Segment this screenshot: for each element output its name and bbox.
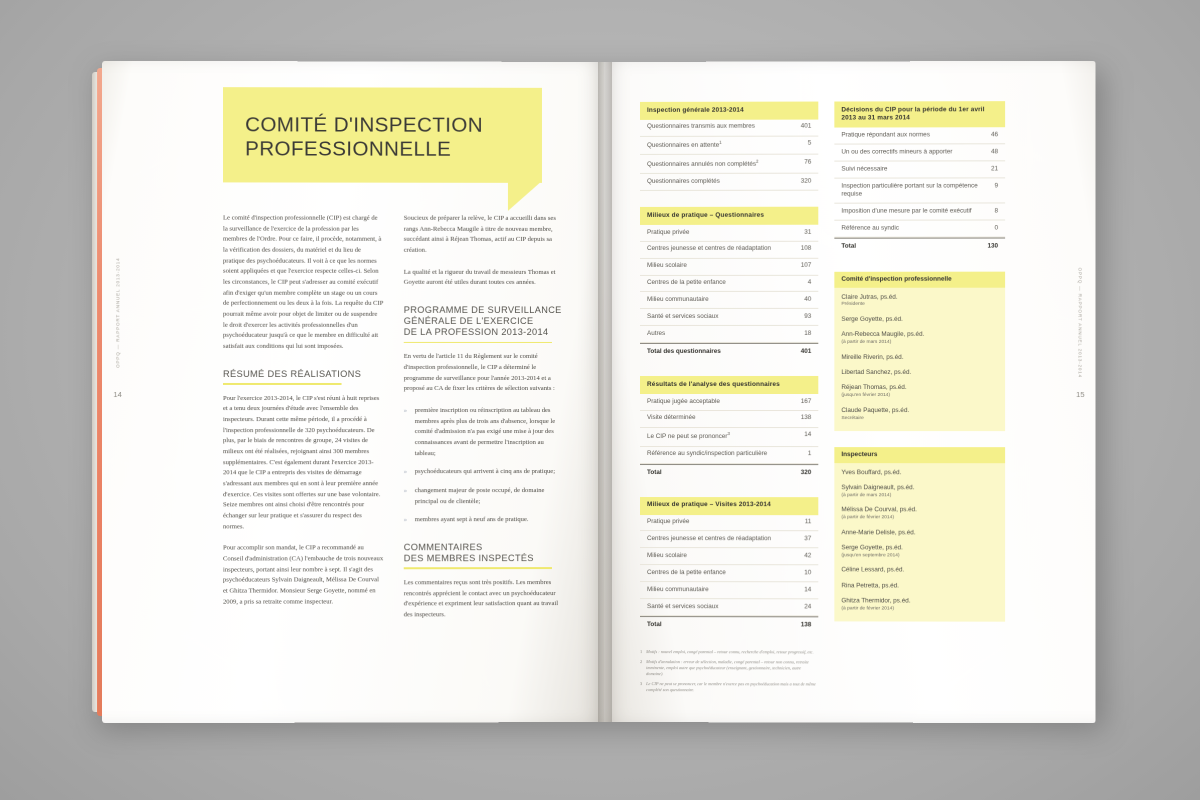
member-role: (à partir de mars 2014) [841,340,892,346]
list-item [841,331,998,347]
member-name: Claire Jutras, ps.éd. [841,293,898,301]
left-page [102,61,604,723]
total-label: Total [647,468,662,476]
row-value: 46 [991,131,999,139]
inspector-name: Ghitza Thermidor, ps.éd. [841,597,911,605]
member-name: Serge Goyette, ps.éd. [841,315,903,323]
member-name: Libertad Sanchez, ps.éd. [841,368,912,376]
table-row [640,275,818,292]
section-title-programme [404,305,564,339]
inspector-name: Céline Lessard, ps.éd. [841,566,905,574]
panel-inspecteurs [834,447,1005,622]
row-value: 42 [804,552,812,560]
row-value: 40 [804,295,812,303]
footnote-number: 2 [640,658,643,664]
row-value: 8 [994,207,999,215]
table-row [640,119,818,136]
total-value: 320 [800,468,812,476]
row-label: Autres [647,329,666,337]
page-spread [104,62,1094,722]
table-row [640,565,818,582]
commentaires-title-line-2: DES MEMBRES INSPECTÉS [403,553,534,564]
list-item: » membres ayant sept à neuf ans de pratique. [404,515,564,526]
row-label: Pratique privée [647,228,690,236]
resume-paragraph-1: Pour l'exercice 2013-2014, le CIP s'est réuni à huit reprises et a tenu deux journées d'étude avec l'ensemble des inspecteurs. Durant cette même période, il a procédé à l'inspection professionnelle de 320 psychoéducateurs. De plus, par le biais de rencontres de groupe, 24 visites de milieux ont été réalisées, rejoignant ainsi 300 membres supplémentaires. C'est également durant l'exercice 2013-2014 que le CIP a entrepris des visites de démarrage s'adressant aux membres qui en sont à leur première année d'exercice. Ces visites sont offertes sur une base volontaire. Seize membres ont ainsi choisi d'être rencontrés pour échanger sur leur pratique et s'assurer du respect des normes. [223,394,381,530]
programme-title-line-2: GÉNÉRALE DE L'EXERCICE [403,316,534,327]
member-name: Mireille Riverin, ps.éd. [841,353,904,361]
row-value: 0 [994,224,999,232]
list-item [841,353,998,362]
row-label: Centres de la petite enfance [647,279,726,287]
section-rule-programme [404,342,552,344]
row-value: 1 [807,450,812,458]
row-label: Référence au syndic/inspection particulière [647,450,768,458]
table-row [640,155,818,174]
table-row [640,394,818,411]
table-decisions-cip [834,101,1005,255]
inspector-name: Serge Goyette, ps.éd. [841,544,903,552]
member-name: Ann-Rebecca Maugile, ps.éd. [841,331,925,339]
row-value: 48 [991,148,999,156]
row-label: Milieu communautaire [647,295,709,304]
row-value: 37 [804,535,812,543]
row-label: Référence au syndic [841,224,899,232]
list-item [841,369,998,378]
table-total-row [834,238,1005,256]
member-role: Présidente [841,302,865,308]
member-name: Réjean Thomas, ps.éd. [841,384,907,392]
table-row [640,242,818,259]
list-item: » première inscription ou réinscription au tableau des membres après plus de trois ans d'absence, lorsque le comité d'admission n'a pas exigé une mise à jour des connaissances avant de permettre l'inscription au tableau; [404,406,564,459]
total-label: Total des questionnaires [647,348,721,356]
total-label: Total [647,620,662,628]
row-value: 14 [804,585,812,593]
table-row [640,428,818,447]
commentaires-title-line-1: COMMENTAIRES [403,542,483,553]
table-row [640,136,818,155]
section-rule [223,383,342,385]
table-milieux-visites [640,497,818,634]
table-header: Milieux de pratique – Questionnaires [640,207,818,225]
page-title-line-2: PROFESSIONNELLE [245,137,452,161]
row-label: Inspection particulière portant sur la compétence requise [841,181,978,198]
table-row [834,178,1005,204]
open-book [104,62,1094,722]
row-value: 24 [804,602,812,610]
row-value: 76 [804,158,812,166]
inspector-name: Yves Bouffard, ps.éd. [841,468,902,476]
list-item [841,582,998,591]
list-item [841,506,998,522]
table-row [640,174,818,191]
list-item [841,316,998,325]
row-label: Questionnaires complétés [647,177,720,185]
table-inspection-generale [640,102,818,192]
list-item [841,598,998,614]
table-row [640,447,818,464]
table-row [640,531,818,548]
list-item [841,407,998,423]
table-total-row [640,616,818,634]
section-title-commentaires [404,542,564,565]
footnote-marker: 1 [719,139,722,145]
list-item [841,293,998,309]
left-column-2 [404,214,564,621]
total-label: Total [841,242,856,250]
row-value: 138 [800,414,812,422]
table-row [834,204,1005,221]
commentaires-paragraph: Les commentaires reçus sont très positifs. Les membres rencontrés apprécient le contact avec un psychoéducateur d'expérience et expriment leur satisfaction quant au travail des inspecteurs. [403,579,559,619]
table-row [834,161,1005,178]
table-total-row [640,464,818,481]
page-title [223,87,542,161]
list-item: » psychoéducateurs qui arrivent à cinq ans de pratique; [404,467,564,478]
member-role: Secrétaire [841,415,864,421]
list-item [841,384,998,400]
table-row [640,582,818,599]
left-column-1 [223,213,384,621]
total-value: 401 [800,348,812,356]
table-row [640,259,818,276]
section-rule-commentaires [404,568,552,570]
criteria-list [404,406,564,526]
left-page-columns [223,213,564,621]
row-value: 107 [800,262,812,270]
resume-paragraph-2: Pour accomplir son mandat, le CIP a recommandé au Conseil d'administration (CA) l'embauche de trois nouveaux inspecteurs, portant ainsi leur nombre à sept. Il s'agit des psychoéducateurs Sylvain Daigneault, Mélissa De Courval et Ghitza Thermidor. Monsieur Serge Goyette, nommé en 2009, a pris sa retraite comme inspecteur. [223,544,384,606]
page-title-line-1: COMITÉ D'INSPECTION [245,113,483,137]
programme-title-line-3: DE LA PROFESSION 2013-2014 [403,327,549,338]
left-page-folio: 14 [113,389,122,400]
inspector-note: (à partir de mars 2014) [841,493,892,499]
row-value: 4 [807,279,812,287]
list-item: » changement majeur de poste occupé, de domaine principal ou de clientèle; [404,486,564,507]
row-label: Milieu communautaire [647,585,709,593]
row-value: 21 [991,164,999,172]
row-value: 18 [804,329,812,337]
panel-comite-inspection [834,271,1005,430]
right-page [604,61,1096,723]
right-page-margin-text: OPPQ — RAPPORT ANNUEL 2013-2014 [1077,267,1083,378]
list-item [841,529,998,538]
footnote-number: 1 [640,649,643,655]
table-row [640,411,818,428]
row-label: Suivi nécessaire [841,165,888,173]
table-header: Milieux de pratique – Visites 2013-2014 [640,497,818,515]
table-row [834,144,1005,161]
inspector-name: Sylvain Daigneault, ps.éd. [841,484,915,492]
table-row [640,548,818,565]
inspector-note: (jusqu'en septembre 2014) [841,553,900,559]
inspector-note: (à partir de février 2014) [841,515,895,521]
right-column-a [640,102,818,698]
releve-paragraph-2: La qualité et la rigueur du travail de messieurs Thomas et Goyette auront été utiles durant toutes ces années. [403,268,556,287]
row-label: Pratique jugée acceptable [647,397,720,405]
row-value: 401 [800,122,812,130]
row-label: Milieu scolaire [647,262,687,270]
title-speech-bubble [223,87,542,183]
total-value: 138 [800,621,812,629]
footnote [640,681,818,694]
table-row [640,225,818,242]
footnotes [640,649,818,694]
footnote-text: Motifs d'annulation : erreur de sélection, maladie, congé parental – retour non connu, retraite imminente, emploi autre que psychoéducateur (enseignant, gestionnaire, technicien, autre domaine). [646,658,809,677]
intro-paragraph: Le comité d'inspection professionnelle (CIP) est chargé de la surveillance de l'exercice de la profession par les membres de l'Ordre. Pour ce faire, il procède, notamment, à la vérification des dossiers, du matériel et du lieu de pratique des psychoéducateurs. Il voit à ce que les normes soient appliquées et que l'exercice respecte celles-ci. Selon les circonstances, le CIP peut s'adresser au comité exécutif afin d'exiger qu'un membre complète un stage ou un cours de perfectionnement ou les deux à la fois. La requête du CIP pourrait même avoir pour objet de limiter ou de suspendre le droit d'exercer les activités professionnelles d'un psychoéducateur jusqu'à ce que le membre en difficulté ait satisfait aux conditions qui lui sont imposées. [223,214,384,350]
row-value: 11 [804,518,812,526]
table-row [834,128,1005,145]
releve-paragraph-1: Soucieux de préparer la relève, le CIP a accueilli dans ses rangs Ann-Rebecca Maugile à titre de nouveau membre, succédant ainsi à Réjean Thomas, actif au CIP depuis sa création. [403,214,556,254]
row-label: Pratique répondant aux normes [841,131,930,139]
programme-title-line-1: PROGRAMME DE SURVEILLANCE [403,304,562,316]
inspector-name: Rina Petretta, ps.éd. [841,582,899,590]
table-header: Inspection générale 2013-2014 [640,102,818,120]
list-item [841,544,998,560]
member-role: (jusqu'en février 2014) [841,393,891,399]
right-page-folio: 15 [1076,389,1085,400]
programme-intro: En vertu de l'article 11 du Règlement sur le comité d'inspection professionnelle, le CIP a déterminé le programme de surveillance pour l'année 2013-2014 et a proposé au CA de fixer les critères de sélection suivants : [403,353,555,393]
table-header: Résultats de l'analyse des questionnaires [640,376,818,394]
row-label: Santé et services sociaux [647,602,719,610]
row-label: Le CIP ne peut se prononcer$^3$ [647,431,730,441]
section-title-resume: RÉSUMÉ DES RÉALISATIONS [223,368,362,379]
list-item [841,484,998,500]
table-header: Décisions du CIP pour la période du 1er avril 2013 au 31 mars 2014 [834,101,1005,128]
row-value: 93 [804,312,812,320]
table-milieux-questionnaires [640,207,818,360]
row-label: Centres de la petite enfance [647,568,726,576]
table-row [640,515,818,532]
panel-header: Comité d'inspection professionnelle [834,271,1005,287]
table-row [640,326,818,343]
row-label: Un ou des correctifs mineurs à apporter [841,148,953,156]
row-label: Pratique privée [647,518,690,526]
footnote-text: Motifs : nouvel emploi, congé parental – retour connu, recherche d'emploi, retour progressif, etc. [646,649,814,655]
table-row [640,292,818,309]
table-total-row [640,343,818,360]
inspector-note: (à partir de février 2014) [841,606,895,612]
row-label: Questionnaires transmis aux membres [647,122,755,131]
footnote [640,649,818,656]
row-label: Centres jeunesse et centres de réadaptation [647,535,772,543]
panel-body [834,287,1005,430]
row-value: 14 [804,431,812,439]
row-label: Centres jeunesse et centres de réadaptation [647,245,772,253]
panel-body [834,463,1005,622]
footnote-marker: 2 [756,158,759,164]
row-label: Questionnaires en attente$^1$ [647,139,722,150]
table-row [640,309,818,326]
table-row [834,221,1005,238]
table-row [640,599,818,616]
row-label: Imposition d'une mesure par le comité exécutif [841,207,972,215]
row-value: 31 [804,228,812,236]
inspector-name: Mélissa De Courval, ps.éd. [841,506,917,514]
row-value: 5 [807,139,812,147]
row-value: 10 [804,569,812,577]
row-label: Santé et services sociaux [647,312,719,320]
list-item [841,469,998,478]
right-column-b [834,101,1005,697]
row-value: 9 [994,181,999,189]
list-item [841,567,998,576]
footnote-marker: 3 [727,431,730,437]
footnote-text: Le CIP ne peut se prononcer, car le membre n'exerce pas en psychoéducation mais a tout de même complété son questionnaire. [646,680,816,693]
row-label: Questionnaires annulés non complétés$^2$ [647,158,759,169]
panel-header: Inspecteurs [834,447,1005,463]
row-value: 108 [800,245,812,253]
row-value: 167 [800,397,812,405]
total-value: 130 [987,242,999,250]
left-page-margin-text: OPPQ — RAPPORT ANNUEL 2013-2014 [115,257,121,368]
inspector-name: Anne-Marie Delisle, ps.éd. [841,528,916,536]
footnote [640,659,818,679]
row-value: 320 [800,177,812,185]
member-name: Claude Paquette, ps.éd. [841,406,910,414]
table-resultats-analyse [640,376,818,481]
row-label: Milieu scolaire [647,551,687,559]
footnote-number: 3 [640,680,643,686]
row-label: Visite déterminée [647,414,696,422]
right-page-columns [640,101,1005,697]
